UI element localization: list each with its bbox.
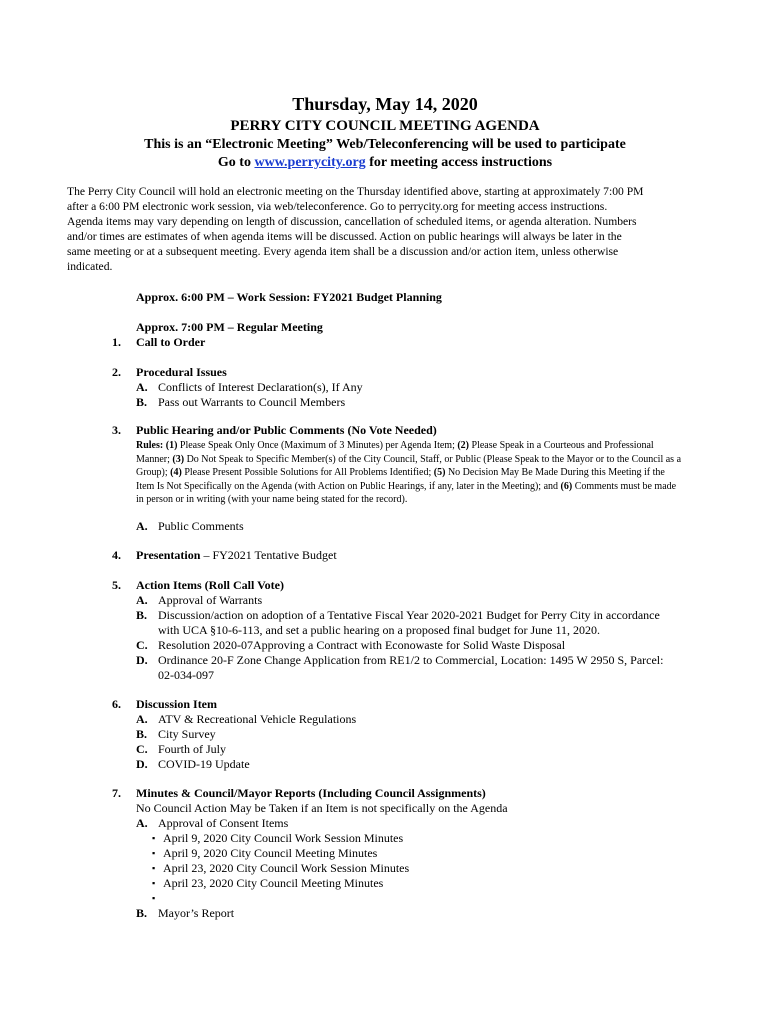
agenda-item-presentation — [0, 548, 770, 563]
sub-item — [0, 608, 770, 623]
council-action-note: No Council Action May be Taken if an Item is not specifically on the Agenda — [136, 801, 508, 815]
sub-item-letter: A. — [136, 380, 148, 394]
agenda-item-public-hearing — [0, 423, 770, 438]
sub-item-text: Approval of Warrants — [158, 593, 263, 607]
intro-line: The Perry City Council will hold an electronic meeting on the Thursday identified above, starting at approximately 7:00 PM — [67, 185, 644, 198]
item-number: 5. — [112, 578, 121, 592]
sub-item-letter: A. — [136, 519, 148, 533]
bullet-text: April 9, 2020 City Council Meeting Minutes — [163, 846, 378, 860]
square-bullet-icon: ▪ — [152, 848, 156, 858]
rule-text: Do Not Speak to Specific Member(s) of the City Council, Staff, or Public (Please Speak to the Mayor or to the Council as a Group); — [136, 453, 682, 478]
sub-item-letter: D. — [136, 653, 148, 667]
bullet-item — [0, 861, 770, 876]
public-comment-rules — [136, 439, 681, 507]
item-title: Procedural Issues — [136, 365, 227, 379]
square-bullet-icon: ▪ — [152, 878, 156, 888]
access-suffix: for meeting access instructions — [365, 155, 553, 170]
item-title: Action Items (Roll Call Vote) — [136, 578, 284, 592]
rule-number: (5) — [433, 467, 446, 478]
regular-meeting-heading: Approx. 7:00 PM – Regular Meeting — [136, 320, 323, 334]
item-number: 4. — [112, 548, 121, 562]
electronic-meeting-notice: This is an “Electronic Meeting” Web/Teleconferencing will be used to participate — [144, 137, 626, 152]
bullet-item — [0, 846, 770, 861]
sub-item-letter: B. — [136, 727, 148, 741]
bullet-text: April 9, 2020 City Council Work Session Minutes — [163, 831, 404, 845]
sub-item — [0, 519, 770, 534]
sub-item-letter: C. — [136, 742, 148, 756]
sub-item-text: with UCA §10-6-113, and set a public hearing on a proposed final budget for June 11, 2020. — [158, 623, 601, 637]
sub-item-text: Discussion/action on adoption of a Tentative Fiscal Year 2020-2021 Budget for Perry City in accordance — [158, 608, 660, 622]
intro-paragraph — [67, 184, 689, 274]
item-number: 6. — [112, 697, 121, 711]
access-prefix: Go to — [217, 155, 255, 170]
sub-item — [0, 380, 770, 395]
sub-item-letter: C. — [136, 638, 148, 652]
sub-item-text: Mayor’s Report — [158, 906, 235, 920]
item-title — [136, 548, 337, 563]
meeting-date: Thursday, May 14, 2020 — [292, 94, 478, 114]
sub-item — [0, 653, 770, 668]
sub-item-text: Public Comments — [158, 519, 244, 533]
item-number: 1. — [112, 335, 121, 349]
work-session-block — [0, 290, 770, 305]
rule-number: (4) — [170, 467, 182, 478]
sub-item-continuation — [0, 623, 770, 638]
bullet-text: April 23, 2020 City Council Meeting Minutes — [163, 876, 384, 890]
rule-number: (2) — [457, 440, 470, 451]
sub-item-letter: A. — [136, 712, 148, 726]
agenda-title: PERRY CITY COUNCIL MEETING AGENDA — [230, 118, 540, 134]
sub-item-letter: D. — [136, 757, 148, 771]
item-title: Public Hearing and/or Public Comments (No Vote Needed) — [136, 423, 437, 437]
rule-number: (6) — [560, 480, 573, 492]
sub-item — [0, 395, 770, 410]
rule-text: Please Speak in a Courteous and Professional Manner; — [136, 440, 654, 465]
intro-line: indicated. — [67, 260, 113, 273]
item-title: Minutes & Council/Mayor Reports (Including Council Assignments) — [136, 786, 486, 800]
square-bullet-icon: ▪ — [152, 833, 156, 843]
intro-line: same meeting or at a subsequent meeting. Every agenda item shall be a discussion and/or action item, unless otherwise — [67, 245, 619, 258]
sub-item-text: 02-034-097 — [158, 668, 214, 682]
sub-item-text: Fourth of July — [158, 742, 227, 756]
sub-item-letter: B. — [136, 906, 148, 920]
item-title: Discussion Item — [136, 697, 218, 711]
intro-line: and/or times are estimates of when agenda items will be discussed. Action on public hearings will always be later in the — [67, 230, 622, 243]
sub-item-text: Ordinance 20-F Zone Change Application from RE1/2 to Commercial, Location: 1495 W 2950 S, Parcel: — [158, 653, 664, 667]
rule-text: Please Speak Only Once (Maximum of 3 Minutes) per Agenda Item; — [177, 440, 458, 451]
sub-item-text: COVID-19 Update — [158, 757, 250, 771]
sub-item-letter: B. — [136, 395, 148, 409]
sub-item — [0, 727, 770, 742]
presentation-topic: – FY2021 Tentative Budget — [200, 548, 337, 562]
bullet-text: April 23, 2020 City Council Work Session Minutes — [163, 861, 410, 875]
item-number: 2. — [112, 365, 121, 379]
intro-line: after a 6:00 PM electronic work session, via web/teleconference. Go to perrycity.org for meeting access instructions. — [67, 200, 608, 213]
sub-item-letter: B. — [136, 608, 148, 622]
rules-label: Rules: — [136, 440, 164, 451]
bullet-item — [0, 876, 770, 891]
agenda-item-procedural — [0, 365, 770, 410]
item-number: 7. — [112, 786, 121, 800]
square-bullet-icon: ▪ — [152, 863, 156, 873]
square-bullet-icon: ▪ — [152, 893, 156, 903]
sub-item-continuation — [0, 668, 770, 683]
sub-item — [0, 757, 770, 772]
intro-line: Agenda items may vary depending on length of discussion, cancellation of scheduled items, or agenda alteration. Numbers — [67, 215, 637, 228]
presentation-label: Presentation — [136, 548, 201, 562]
sub-item-text: City Survey — [158, 727, 216, 741]
agenda-item-discussion — [0, 697, 770, 772]
agenda-item-minutes-reports — [0, 786, 770, 921]
work-session-heading: Approx. 6:00 PM – Work Session: FY2021 Budget Planning — [136, 290, 442, 304]
sub-item-text: Conflicts of Interest Declaration(s), If Any — [158, 380, 363, 394]
agenda-item-action — [0, 578, 770, 683]
sub-item-text: Pass out Warrants to Council Members — [158, 395, 346, 409]
sub-item — [0, 816, 770, 831]
bullet-item — [0, 831, 770, 846]
sub-item-text: Resolution 2020-07Approving a Contract with Econowaste for Solid Waste Disposal — [158, 638, 566, 652]
item-title-call-to-order: Call to Order — [136, 335, 206, 349]
public-comments-sub — [0, 519, 770, 534]
rule-number: (1) — [165, 440, 178, 451]
regular-meeting-block — [0, 320, 770, 350]
rule-number: (3) — [172, 453, 185, 465]
sub-item — [0, 593, 770, 608]
rule-text: No Decision May Be Made During this Meeting if the Item Is Not Specifically on the Agenda (with Action on Public Hearings, if any, later in the Meeting); and — [136, 467, 665, 492]
sub-item — [0, 638, 770, 653]
sub-item — [0, 712, 770, 727]
sub-item — [0, 906, 770, 921]
bullet-item — [0, 891, 770, 906]
sub-item-text: ATV & Recreational Vehicle Regulations — [158, 712, 357, 726]
perrycity-link[interactable]: www.perrycity.org — [254, 155, 366, 170]
sub-item-letter: A. — [136, 816, 148, 830]
sub-item-text: Approval of Consent Items — [158, 816, 289, 830]
rule-text: Comments must be made in person or in writing (with your name being stated for the record). — [136, 480, 677, 505]
sub-item-letter: A. — [136, 593, 148, 607]
sub-item — [0, 742, 770, 757]
item-number: 3. — [112, 423, 121, 437]
access-instructions — [0, 154, 770, 171]
rule-text: Please Present Possible Solutions for All Problems Identified; — [181, 467, 434, 478]
